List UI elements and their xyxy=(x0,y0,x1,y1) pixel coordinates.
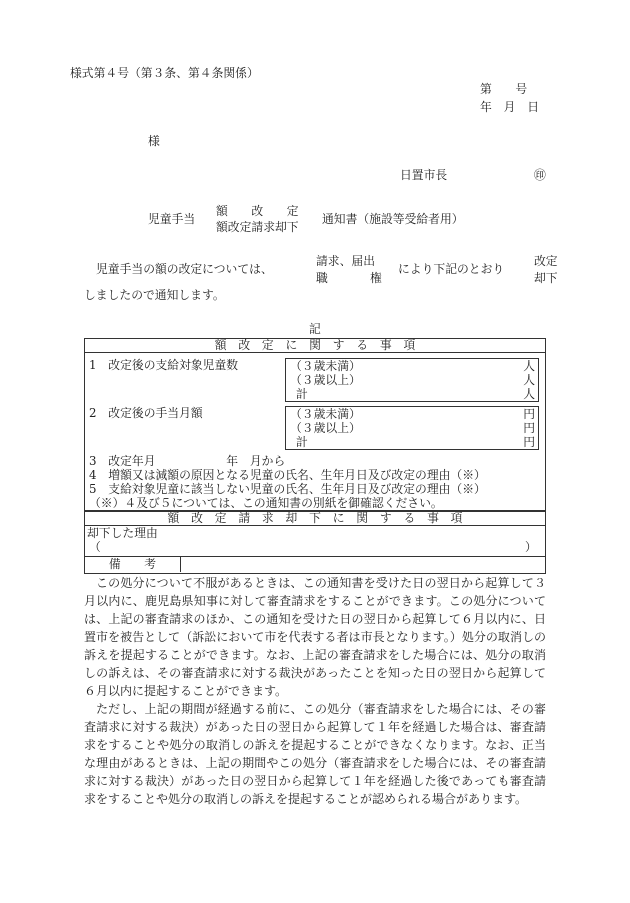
seal-mark: ㊞ xyxy=(534,168,546,182)
title-option-rejection: 額改定請求却下 xyxy=(216,220,299,234)
note: （※）４及び５については、この通知書の別紙を御確認ください。 xyxy=(89,496,443,510)
children-under3-unit: 人 xyxy=(523,359,535,373)
children-over3-label: （３歳以上） xyxy=(290,373,361,387)
children-total-unit: 人 xyxy=(523,387,535,401)
remarks-row xyxy=(84,557,546,574)
amount-under3-unit: 円 xyxy=(523,407,535,421)
item-1: 1 改定後の支給対象児童数 xyxy=(89,358,239,372)
amount-total-unit: 円 xyxy=(523,435,535,449)
notice-paragraph-2: ただし、上記の期間が経過する前に、この処分（審査請求をした場合には、その審査請求に対する裁決）があった日の翌日から起算して１年を経過した場合は、審査請求をすることや処分の取消しの訴えを提起することができなくなります。なお、正当な理由があるときは、上記の期間やこの処分（審査請求をした場合には、その審査請求に対する裁決）があった日の翌日から起算して１年を経過した後であっても審査請求をすることや処分の取消しの訴えを提起することが認められる場合があります。 xyxy=(84,702,546,806)
intro-lead: 児童手当の額の改定については、 xyxy=(96,262,273,276)
notice-paragraph-1: この処分について不服があるときは、この通知書を受けた日の翌日から起算して３月以内に、鹿児島県知事に対して審査請求をすることができます。この処分については、上記の審査請求のほか、この通知を受けた日の翌日から起算して６月以内に、日置市を被告として（訴訟において市を代表する者は市長となります。）処分の取消しの訴えを提起することができます。なお、上記の審査請求をした場合には、処分の取消しの訴えは、その審査請求に対する裁決があったことを知った日の翌日から起算して６月以内に提起することができます。 xyxy=(84,576,546,698)
children-total-label: 計 xyxy=(296,387,308,401)
amount-under3-label: （３歳未満） xyxy=(290,407,361,421)
amount-over3-label: （３歳以上） xyxy=(290,421,361,435)
ki-heading: 記 xyxy=(309,322,321,336)
children-under3-label: （３歳未満） xyxy=(290,359,361,373)
intro-reason-bottom-right: 権 xyxy=(370,271,382,285)
title-option-revision: 額 改 定 xyxy=(216,204,299,218)
children-over3-unit: 人 xyxy=(523,373,535,387)
remarks-label: 備 考 xyxy=(85,557,181,572)
item-2: 2 改定後の手当月額 xyxy=(89,406,203,420)
rejection-paren-close: ） xyxy=(525,540,537,554)
children-count-box xyxy=(285,358,539,402)
issuer: 日置市長 xyxy=(400,168,448,182)
item-3: 3 改定年月 年 月から xyxy=(89,454,286,468)
item-5: 5 支給対象児童に該当しない児童の氏名、生年月日及び改定の理由（※） xyxy=(89,482,486,496)
issue-date: 年 月 日 xyxy=(480,100,539,114)
section2-header: 額 改 定 請 求 却 下 に 関 す る 事 項 xyxy=(84,511,546,526)
amount-over3-unit: 円 xyxy=(523,421,535,435)
rejection-reason-box xyxy=(84,525,546,557)
section1-header: 額 改 定 に 関 す る 事 項 xyxy=(84,338,546,353)
intro-middle: により下記のとおり xyxy=(398,262,505,276)
addressee-suffix: 様 xyxy=(148,134,160,148)
intro-reason-top: 請求、届出 xyxy=(316,254,375,268)
amount-total-label: 計 xyxy=(296,435,308,449)
item-4: 4 増額又は減額の原因となる児童の氏名、生年月日及び改定の理由（※） xyxy=(89,468,486,482)
form-title: 様式第４号（第３条、第４条関係） xyxy=(70,66,259,80)
intro-line2: しましたので通知します。 xyxy=(84,288,225,302)
intro-result-bottom: 却下 xyxy=(534,271,558,285)
title-prefix: 児童手当 xyxy=(148,212,196,226)
intro-reason-bottom-left: 職 xyxy=(316,271,328,285)
title-suffix: 通知書（施設等受給者用） xyxy=(322,212,464,226)
document-number: 第 号 xyxy=(480,82,528,96)
rejection-reason-label: 却下した理由 xyxy=(87,526,158,540)
rejection-paren-open: （ xyxy=(89,540,101,554)
intro-result-top: 改定 xyxy=(534,254,558,268)
section1-body xyxy=(84,352,546,511)
monthly-amount-box xyxy=(285,406,539,450)
